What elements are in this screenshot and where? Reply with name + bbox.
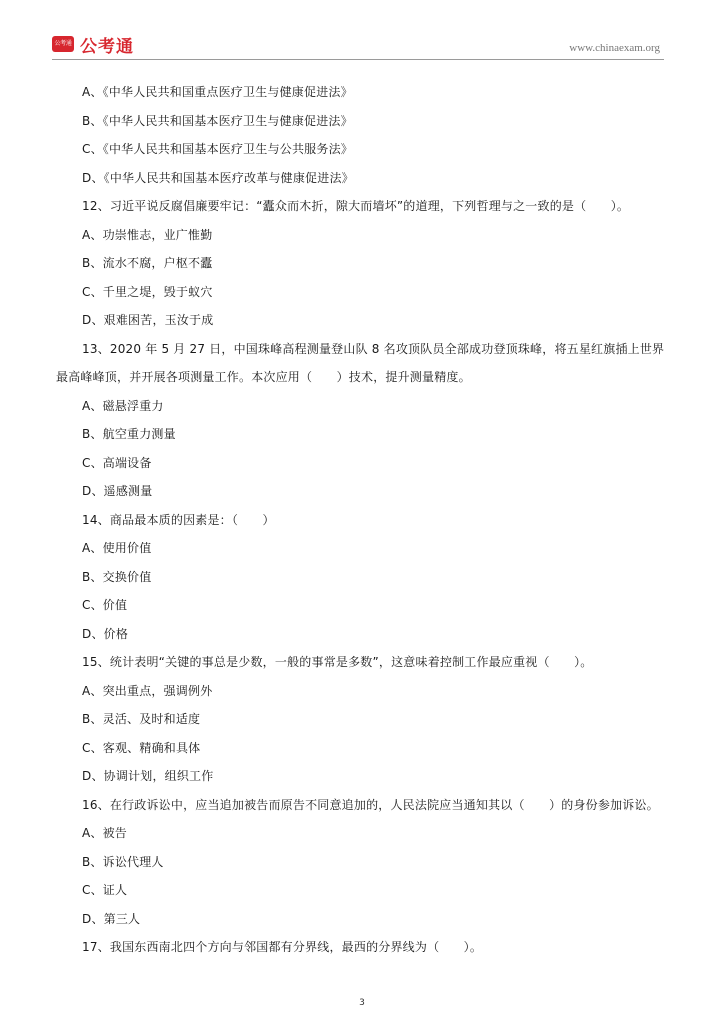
option-line: A、突出重点，强调例外: [82, 683, 213, 698]
question-12: 12、习近平说反腐倡廉要牢记：“蠹众而木折，隙大而墙坏”的道理，下列哲理与之一致的是（ ）。: [82, 199, 630, 213]
document-body: [56, 78, 678, 962]
option-line: B、《中华人民共和国基本医疗卫生与健康促进法》: [82, 113, 353, 128]
option-line: A、被告: [82, 826, 128, 840]
option-line: A、使用价值: [82, 541, 152, 555]
option-line: A、磁悬浮重力: [82, 398, 164, 413]
option-line: C、《中华人民共和国基本医疗卫生与公共服务法》: [82, 142, 353, 156]
option-line: B、诉讼代理人: [82, 854, 164, 869]
option-line: D、《中华人民共和国基本医疗改革与健康促进法》: [82, 170, 354, 185]
option-line: D、第三人: [82, 911, 141, 926]
option-line: B、航空重力测量: [82, 427, 176, 441]
logo-text: 公考通: [80, 37, 134, 57]
header-divider: [52, 59, 664, 60]
question-14: 14、商品最本质的因素是：（ ）: [82, 512, 275, 527]
question-16: 16、在行政诉讼中，应当追加被告而原告不同意追加的，人民法院应当通知其以（ ）的身份参加诉讼。: [82, 797, 659, 812]
option-line: D、遥感测量: [82, 484, 153, 498]
option-line: C、客观、精确和具体: [82, 740, 201, 755]
option-line: D、协调计划，组织工作: [82, 769, 214, 783]
option-line: D、价格: [82, 626, 129, 641]
logo-badge: 公考通: [52, 36, 74, 52]
question-13-continued: 最高峰峰顶，并开展各项测量工作。本次应用（ ）技术，提升测量精度。: [56, 370, 471, 384]
question-15: 15、统计表明“关键的事总是少数，一般的事常是多数”，这意味着控制工作最应重视（ ）。: [82, 655, 593, 669]
page-number: 3: [359, 998, 365, 1008]
option-line: B、灵活、及时和适度: [82, 712, 201, 726]
option-line: B、流水不腐，户枢不蠹: [82, 256, 213, 270]
question-13: 13、2020 年 5 月 27 日，中国珠峰高程测量登山队 8 名攻顶队员全部成功登顶珠峰，将五星红旗插上世界: [82, 341, 665, 356]
option-line: D、艰难困苦，玉汝于成: [82, 313, 214, 327]
option-line: B、交换价值: [82, 569, 152, 584]
option-line: C、证人: [82, 883, 128, 897]
option-line: A、功崇惟志，业广惟勤: [82, 227, 213, 242]
option-line: C、高端设备: [82, 455, 152, 470]
option-line: A、《中华人民共和国重点医疗卫生与健康促进法》: [82, 85, 353, 99]
question-17: 17、我国东西南北四个方向与邻国都有分界线，最西的分界线为（ ）。: [82, 940, 483, 954]
option-line: C、千里之堤，毁于蚁穴: [82, 284, 213, 299]
page-header: [52, 32, 664, 62]
site-url: www.chinaexam.org: [569, 42, 660, 54]
option-line: C、价值: [82, 598, 128, 612]
